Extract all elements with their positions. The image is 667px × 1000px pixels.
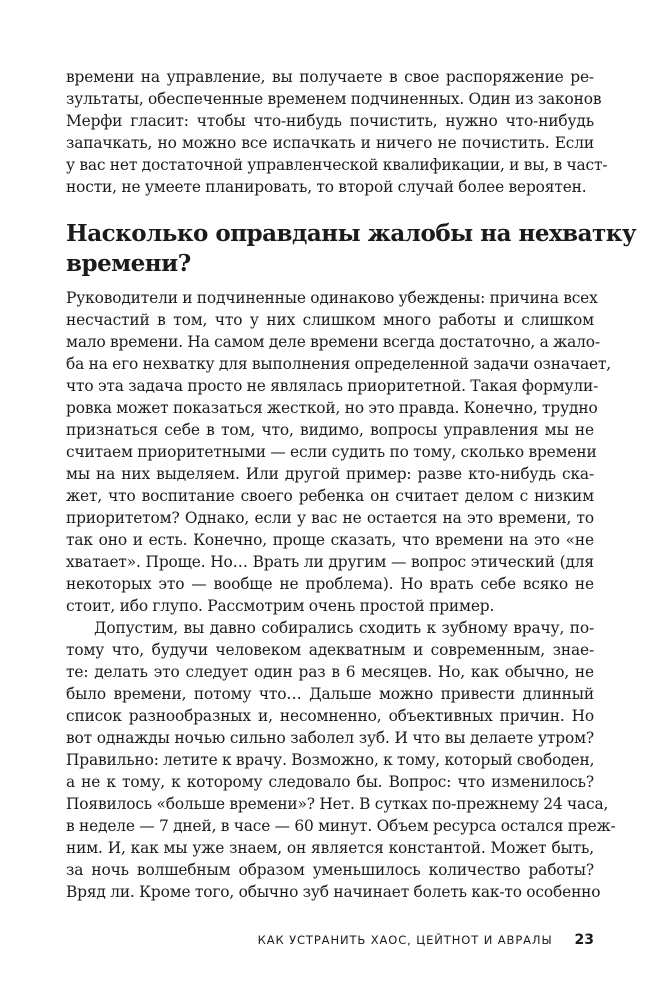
text-line: те: делать это следует один раз в 6 месяцев. Но, как обычно, не bbox=[66, 663, 594, 681]
text-line: зультаты, обеспеченные временем подчиненных. Один из законов bbox=[66, 90, 602, 108]
text-line: а не к тому, к которому следовало бы. Вопрос: что изменилось? bbox=[66, 773, 594, 791]
text-line: так оно и есть. Конечно, проще сказать, что времени на это «не bbox=[66, 531, 594, 549]
paragraph-2 bbox=[66, 617, 616, 903]
intro-paragraph bbox=[66, 66, 608, 198]
text-line: список разнообразных и, несомненно, объективных причин. Но bbox=[66, 707, 594, 725]
text-line: ности, не умеете планировать, то второй случай более вероятен. bbox=[66, 178, 587, 196]
text-line: приоритетом? Однако, если у вас не остается на это времени, то bbox=[66, 509, 594, 527]
text-line: Правильно: летите к врачу. Возможно, к тому, который свободен, bbox=[66, 751, 595, 769]
text-line: Вряд ли. Кроме того, обычно зуб начинает болеть как-то особенно bbox=[66, 883, 601, 901]
text-line: Мерфи гласит: чтобы что-нибудь почистить, нужно что-нибудь bbox=[66, 112, 594, 130]
page-number: 23 bbox=[574, 932, 594, 948]
page-footer bbox=[0, 931, 594, 949]
text-line: мало времени. На самом деле времени всегда достаточно, а жало- bbox=[66, 333, 600, 351]
paragraph-1 bbox=[66, 287, 612, 617]
text-line: некоторых это — вообще не проблема). Но врать себе всяко не bbox=[66, 575, 594, 593]
section-heading bbox=[66, 219, 637, 279]
text-line: было времени, потому что… Дальше можно привести длинный bbox=[66, 685, 594, 703]
text-line: времени на управление, вы получаете в свое распоряжение ре- bbox=[66, 68, 594, 86]
running-title: КАК УСТРАНИТЬ ХАОС, ЦЕЙТНОТ И АВРАЛЫ bbox=[257, 933, 553, 947]
text-line: стоит, ибо глупо. Рассмотрим очень простой пример. bbox=[66, 597, 495, 615]
text-line: запачкать, но можно все испачкать и ничего не почистить. Если bbox=[66, 134, 594, 152]
text-line: что эта задача просто не являлась приоритетной. Такая формули- bbox=[66, 377, 599, 395]
text-line: Допустим, вы давно собирались сходить к зубному врачу, по- bbox=[94, 619, 594, 637]
heading-line: времени? bbox=[66, 250, 191, 277]
text-line: Руководители и подчиненные одинаково убеждены: причина всех bbox=[66, 289, 598, 307]
text-line: жет, что воспитание своего ребенка он считает делом с низким bbox=[66, 487, 594, 505]
text-line: ним. И, как мы уже знаем, он является константой. Может быть, bbox=[66, 839, 594, 857]
text-line: хватает». Проще. Но… Врать ли другим — вопрос этический (для bbox=[66, 553, 594, 571]
text-line: в неделе — 7 дней, в часе — 60 минут. Объем ресурса остался преж- bbox=[66, 817, 616, 835]
text-line: Появилось «больше времени»? Нет. В сутках по-прежнему 24 часа, bbox=[66, 795, 609, 813]
text-line: признаться себе в том, что, видимо, вопросы управления мы не bbox=[66, 421, 594, 439]
heading-line: Насколько оправданы жалобы на нехватку bbox=[66, 220, 637, 247]
page-body bbox=[66, 66, 637, 903]
text-line: ба на его нехватку для выполнения определенной задачи означает, bbox=[66, 355, 612, 373]
text-line: тому что, будучи человеком адекватным и современным, знае- bbox=[66, 641, 594, 659]
text-line: мы на них выделяем. Или другой пример: разве кто-нибудь ска- bbox=[66, 465, 594, 483]
text-line: у вас нет достаточной управленческой квалификации, и вы, в част- bbox=[66, 156, 608, 174]
text-line: несчастий в том, что у них слишком много работы и слишком bbox=[66, 311, 594, 329]
text-line: считаем приоритетными — если судить по тому, сколько времени bbox=[66, 443, 597, 461]
text-line: ровка может показаться жесткой, но это правда. Конечно, трудно bbox=[66, 399, 598, 417]
text-line: за ночь волшебным образом уменьшилось количество работы? bbox=[66, 861, 594, 879]
text-line: вот однажды ночью сильно заболел зуб. И что вы делаете утром? bbox=[66, 729, 594, 747]
